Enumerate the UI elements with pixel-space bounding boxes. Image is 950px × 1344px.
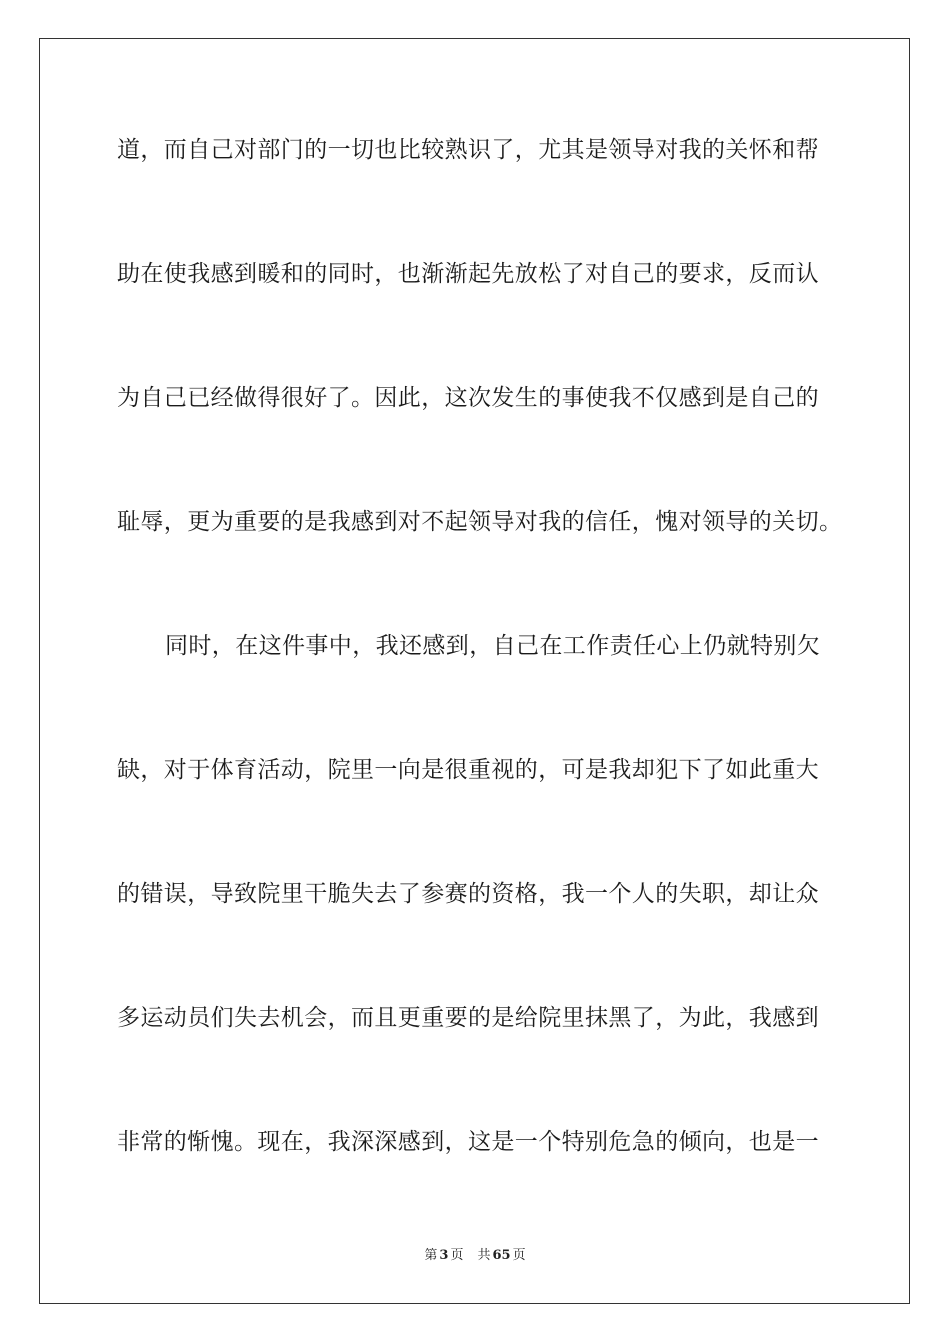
page-suffix: 页 xyxy=(450,1248,464,1263)
body-text-line: 缺，对于体育活动，院里一向是很重视的，可是我却犯下了如此重大 xyxy=(117,757,819,783)
total-prefix: 共 xyxy=(477,1248,491,1263)
body-text-line: 同时，在这件事中，我还感到，自己在工作责任心上仍就特别欠 xyxy=(165,633,821,659)
body-text-line: 多运动员们失去机会，而且更重要的是给院里抹黑了，为此，我感到 xyxy=(117,1005,819,1031)
body-text-line: 为自己已经做得很好了。因此，这次发生的事使我不仅感到是自己的 xyxy=(117,385,819,411)
total-suffix: 页 xyxy=(512,1248,526,1263)
page-border xyxy=(39,38,910,1304)
body-text-line: 耻辱，更为重要的是我感到对不起领导对我的信任，愧对领导的关切。 xyxy=(117,509,843,535)
page-number: 3 xyxy=(439,1248,449,1263)
body-text-line: 助在使我感到暖和的同时，也渐渐起先放松了对自己的要求，反而认 xyxy=(117,261,819,287)
body-text-line: 道，而自己对部门的一切也比较熟识了，尤其是领导对我的关怀和帮 xyxy=(117,137,819,163)
body-text-line: 的错误，导致院里干脆失去了参赛的资格，我一个人的失职，却让众 xyxy=(117,881,819,907)
page-footer xyxy=(0,1247,950,1265)
page-prefix: 第 xyxy=(424,1248,438,1263)
total-pages: 65 xyxy=(492,1248,511,1263)
body-text-line: 非常的惭愧。现在，我深深感到，这是一个特别危急的倾向，也是一 xyxy=(117,1129,819,1155)
